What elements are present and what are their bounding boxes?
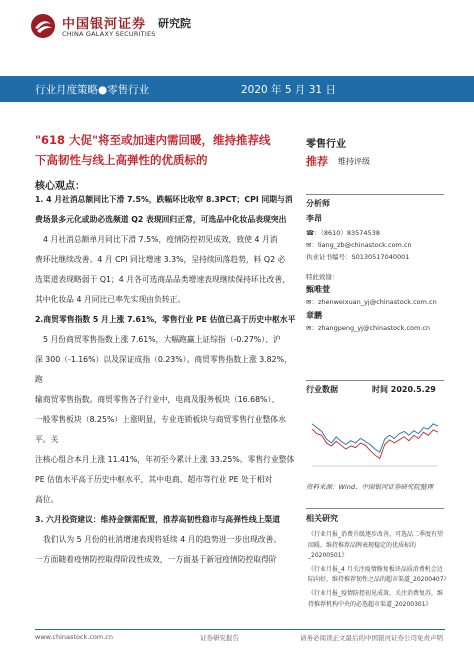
point-1-heading-cont: 费场景多元化或助必选频道 Q2 表现回归正常，可选品中化妆品表现突出 xyxy=(35,215,287,224)
analyst-email[interactable]: ✉：liang_zb@chinastock.com.cn xyxy=(306,241,412,249)
contact-2-name: 章鹏 xyxy=(306,311,322,320)
paragraph-line: 高位。 xyxy=(35,495,59,504)
contact-1-email[interactable]: ✉：zhenweixuan_yj@chinastock.com.cn xyxy=(306,298,437,306)
footer-website[interactable]: www.chinastock.com.cn xyxy=(35,633,113,641)
paragraph-line: PE 估值水平高于历史中枢水平，其中电商、超市等行业 PE 处于相对 xyxy=(35,475,273,484)
paragraph-line: 4 月社消总额单月同比下滑 7.5%，疫情防控初见成效，致使 4 月消 xyxy=(43,235,278,244)
point-3-heading: 3. 六月投资建议：维持金额需配置，推荐高韧性稳市与高弹性线上渠道 xyxy=(35,515,281,524)
report-date: 2020 年 5 月 31 日 xyxy=(241,84,336,96)
paragraph-line: 费环比继续改善。4 月 CPI 同比增速 3.3%，呈持续回落趋势，料 Q2 必 xyxy=(35,255,286,264)
title-line-2: 下高韧性与线上高弹性的优质标的 xyxy=(35,153,208,167)
analyst-cert: 执业证书编号：S0130517040001 xyxy=(306,253,410,261)
point-2-heading: 2.商贸零售指数 5 月上涨 7.61%，零售行业 PE 估值已高于历史中枢水平 xyxy=(35,315,296,324)
contact-2-email[interactable]: ✉：zhangpeng_yj@chinastock.com.cn xyxy=(306,324,431,332)
report-banner xyxy=(0,76,474,102)
section-divider xyxy=(306,194,444,195)
section-divider xyxy=(306,380,444,381)
related-report-link[interactable]: 《行业月报_4 月关注疫情修复板块品质消费机会边际向好，维持推荐韧性之品的超市渠道_20200407》 xyxy=(308,565,450,584)
analyst-phone: ☎：（8610）83574538 xyxy=(306,229,380,237)
company-name-en: CHINA GALAXY SECURITIES xyxy=(62,30,156,38)
report-title xyxy=(35,130,297,170)
paragraph-line: 深 300（-1.16%）以及深证成指（0.23%）。商贸零售指数上涨 3.82%，跑 xyxy=(35,355,292,384)
point-1-heading: 1. 4 月社消总额同比下滑 7.5%，跌幅环比收窄 8.3PCT；CPI 同期与消 xyxy=(35,195,293,204)
industry-data-date: 时间 2020.5.29 xyxy=(372,385,436,394)
rating-maintained: 维持评级 xyxy=(338,157,370,166)
paragraph-line: 5 月份商贸零售指数上涨 7.61%，大幅跑赢上证综指（-0.27%）、沪 xyxy=(43,335,281,344)
industry-data-label: 行业数据 xyxy=(306,385,338,394)
paragraph-line: 注核心组合本月上涨 11.41%，年初至今累计上涨 33.25%。零售行业整体 xyxy=(35,455,295,464)
report-category: 行业月度策略●零售行业 xyxy=(35,84,150,96)
paragraph-line: 选渠道表现略弱于 Q1；4 月各可选商品品类增速表现继续保持环比改善， xyxy=(35,275,290,284)
industry-index-chart xyxy=(306,396,444,472)
paragraph-line: 一方面随着疫情防控取得阶段性成效，一方面基于新冠疫情防控取得阶 xyxy=(35,555,277,564)
data-source: 资料来源：Wind、中国银河证券研究院整理 xyxy=(306,483,433,491)
related-report-link[interactable]: 《行业月报_消费升级逐步改善，可选品二季度有望回暖，维持推荐品牌表现稳定的优质标的_20200501》 xyxy=(308,531,444,560)
report-body xyxy=(35,190,297,570)
footer-divider xyxy=(35,629,445,630)
paragraph-line: 一般零售板块（8.25%）上涨明显，专业连锁板块与商贸零售行业整体水平。关 xyxy=(35,415,286,444)
contact-1-name: 甄唯萱 xyxy=(306,285,330,294)
footer-disclaimer: 请务必阅读正文最后的中国银河证券公司免责声明 xyxy=(300,634,443,642)
institute-label: 研究院 xyxy=(158,17,191,30)
paragraph-line: 输商贸零售指数。商贸零售各子行业中，电商及服务板块（16.68%）、 xyxy=(35,395,280,404)
industry-label: 零售行业 xyxy=(306,139,346,150)
section-divider xyxy=(306,508,444,509)
title-line-1: "618 大促"将至或加速内需回暖，维持推荐线 xyxy=(35,133,271,147)
analyst-name: 李昂 xyxy=(306,214,322,223)
company-name: 中国银河证券 xyxy=(62,17,147,32)
related-report-link[interactable]: 《行业月报_疫情防控初见成效，关注消费复苏，维持推荐机构中央的必选超市渠道_20200301》 xyxy=(308,589,444,608)
analyst-section-label: 分析师 xyxy=(306,199,330,208)
galaxy-logo-icon xyxy=(30,13,56,39)
thanks-label: 特此致谢： xyxy=(306,273,339,281)
paragraph-line: 我们认为 5 月份的社消增速表现将延续 4 月的趋势进一步出现改善。 xyxy=(43,535,282,544)
paragraph-line: 其中化妆品 4 月同比已率先实现由负转正。 xyxy=(35,295,186,304)
core-points-label: 核心观点： xyxy=(35,181,85,192)
related-research-list xyxy=(308,530,448,613)
footer-report-type: 证券研究报告 xyxy=(200,634,239,642)
rating-label: 推荐 xyxy=(306,155,328,168)
related-research-label: 相关研究 xyxy=(306,514,338,523)
page-header xyxy=(0,0,474,48)
